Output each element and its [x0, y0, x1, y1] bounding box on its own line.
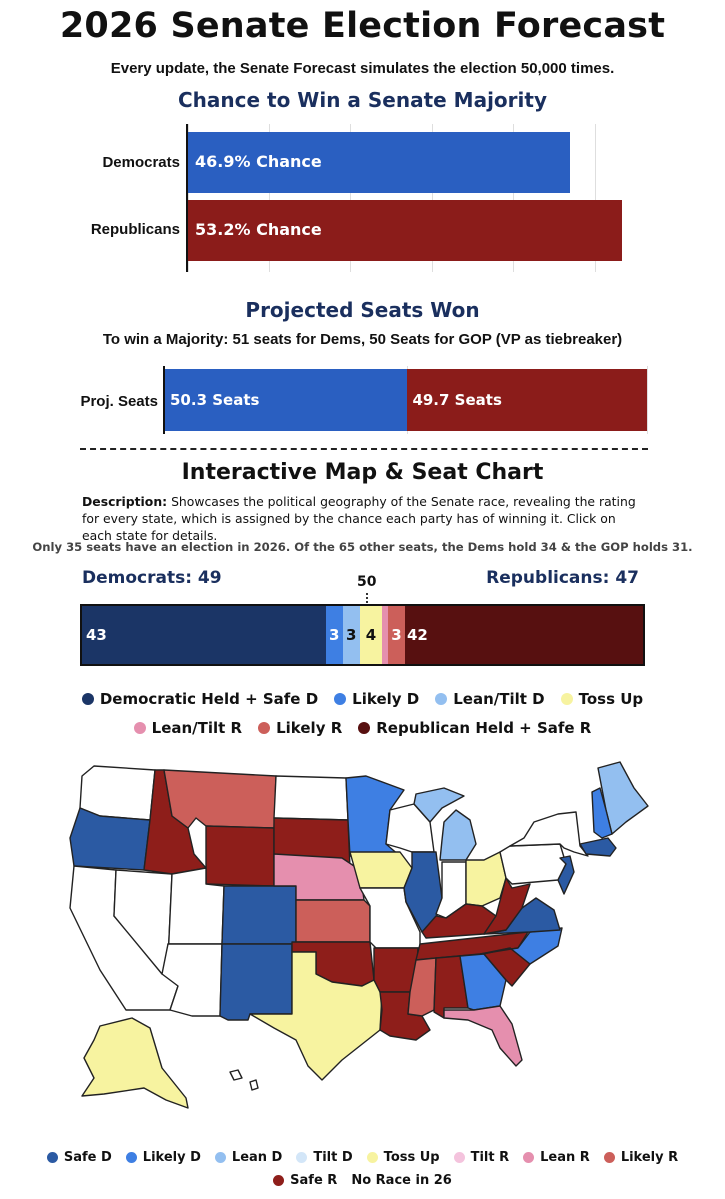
legend-swatch	[126, 1152, 137, 1163]
description	[82, 493, 647, 544]
legend-swatch	[334, 693, 346, 705]
legend-item-tilt-r	[454, 1150, 510, 1165]
legend-label: Toss Up	[578, 690, 644, 708]
seat-segment-label: 3	[328, 626, 340, 644]
legend-label: Safe D	[63, 1150, 112, 1165]
bar-label-proj-seats: Proj. Seats	[80, 393, 158, 410]
legend-label: Likely D	[142, 1150, 201, 1165]
seat-segment-likely-d[interactable]	[326, 606, 343, 664]
seat-segment-label: 42	[406, 626, 428, 644]
legend-label: Lean D	[231, 1150, 283, 1165]
seat-segment-lean-d[interactable]	[343, 606, 360, 664]
legend-item-lean-d	[435, 690, 544, 708]
state-kansas[interactable]	[296, 900, 370, 942]
legend-swatch	[215, 1152, 226, 1163]
majority-chance-heading: Chance to Win a Senate Majority	[178, 88, 547, 112]
majority-note: To win a Majority: 51 seats for Dems, 50 Seats for GOP (VP as tiebreaker)	[102, 331, 623, 348]
page-title: 2026 Senate Election Forecast	[59, 6, 666, 46]
bar-value-label: 49.7 Seats	[412, 391, 502, 409]
us-senate-map[interactable]	[60, 748, 660, 1138]
legend-item-toss-up	[367, 1150, 440, 1165]
bar-value-label: 50.3 Seats	[170, 391, 260, 409]
state-florida[interactable]	[444, 1006, 522, 1066]
seat-segment-likely-r[interactable]	[388, 606, 405, 664]
legend-label: Tilt R	[470, 1150, 510, 1165]
state-hawaii[interactable]	[230, 1070, 242, 1080]
legend-item-rep-held	[358, 719, 591, 737]
legend-item-dem-held	[82, 690, 318, 708]
legend-swatch	[561, 693, 573, 705]
seat-legend-row-1	[0, 690, 725, 708]
seat-segment-label: 3	[391, 626, 402, 644]
seat-note: Only 35 seats have an election in 2026. Of the 65 other seats, the Dems hold 34 & the GOP holds 31.	[32, 540, 693, 554]
legend-label: Lean R	[540, 1150, 590, 1165]
legend-item-likely-d	[334, 690, 419, 708]
legend-swatch	[258, 722, 270, 734]
legend-swatch	[358, 722, 370, 734]
majority-chance-chart	[80, 124, 660, 272]
legend-label: No Race in 26	[351, 1173, 452, 1188]
bar-label-republicans: Republicans	[90, 221, 180, 238]
legend-swatch	[523, 1152, 534, 1163]
legend-item-lean-r	[134, 719, 242, 737]
legend-label: Likely R	[276, 719, 343, 737]
seat-segment-rep-held[interactable]	[405, 606, 643, 664]
bar-rep-seats[interactable]	[407, 369, 647, 431]
legend-label: Toss Up	[383, 1150, 440, 1165]
state-ohio[interactable]	[466, 852, 506, 906]
dem-count-label: Democrats: 49	[82, 568, 222, 588]
legend-label: Tilt D	[313, 1150, 353, 1165]
state-north-dakota[interactable]	[274, 776, 348, 820]
legend-item-safe-r	[273, 1173, 337, 1188]
legend-item-likely-d	[126, 1150, 201, 1165]
interactive-heading: Interactive Map & Seat Chart	[181, 460, 544, 485]
seat-legend-row-2	[0, 719, 725, 737]
legend-swatch	[435, 693, 447, 705]
legend-item-lean-d	[215, 1150, 282, 1165]
state-pennsylvania[interactable]	[500, 844, 566, 884]
state-montana[interactable]	[164, 770, 276, 828]
state-colorado[interactable]	[222, 886, 296, 944]
bar-democrats[interactable]	[188, 132, 570, 193]
gridline	[647, 366, 648, 434]
state-michigan-lower[interactable]	[440, 810, 476, 860]
legend-item-likely-r	[258, 719, 342, 737]
legend-swatch	[47, 1152, 58, 1163]
seat-segment-label: 43	[86, 626, 107, 644]
legend-swatch	[604, 1152, 615, 1163]
map-legend-row-2	[0, 1173, 725, 1188]
legend-item-likely-r	[604, 1150, 678, 1165]
map-legend-row-1	[0, 1150, 725, 1165]
legend-label: Likely R	[620, 1150, 679, 1165]
legend-swatch	[273, 1175, 284, 1186]
legend-item-safe-d	[47, 1150, 112, 1165]
legend-label: Lean/Tilt D	[453, 690, 545, 708]
legend-swatch	[134, 722, 146, 734]
state-iowa[interactable]	[350, 852, 412, 888]
legend-item-tilt-d	[296, 1150, 352, 1165]
legend-label: Lean/Tilt R	[151, 719, 243, 737]
seat-segment-label: 4	[365, 626, 377, 644]
legend-label: Likely D	[352, 690, 420, 708]
legend-swatch	[454, 1152, 465, 1163]
bar-value-label: 53.2% Chance	[195, 220, 322, 239]
seat-segment-dem-held[interactable]	[82, 606, 326, 664]
legend-swatch	[367, 1152, 378, 1163]
description-label: Description:	[82, 494, 168, 509]
legend-label: Safe R	[290, 1173, 338, 1188]
rep-count-label: Republicans: 47	[486, 568, 639, 588]
state-new-mexico[interactable]	[220, 944, 292, 1020]
midpoint-label: 50	[357, 574, 377, 590]
legend-label: Democratic Held + Safe D	[99, 690, 319, 708]
projected-seats-chart	[72, 366, 652, 434]
legend-swatch	[82, 693, 94, 705]
legend-label: Republican Held + Safe R	[376, 719, 592, 737]
seat-segment-label: 3	[345, 626, 357, 644]
state-wyoming[interactable]	[206, 826, 274, 886]
projected-seats-heading: Projected Seats Won	[245, 298, 480, 322]
bar-republicans[interactable]	[188, 200, 622, 261]
page-subtitle: Every update, the Senate Forecast simulates the election 50,000 times.	[110, 60, 615, 77]
bar-label-democrats: Democrats	[102, 154, 180, 171]
state-arizona[interactable]	[162, 944, 222, 1016]
legend-swatch	[296, 1152, 307, 1163]
state-massachusetts[interactable]	[580, 838, 616, 856]
state-hawaii-2[interactable]	[250, 1080, 258, 1090]
bar-dem-seats[interactable]	[165, 369, 407, 431]
bar-value-label: 46.9% Chance	[195, 152, 322, 171]
legend-item-lean-r	[523, 1150, 590, 1165]
legend-item-toss-up	[561, 690, 644, 708]
legend-item-no-race	[351, 1173, 452, 1188]
description-text: Showcases the political geography of the Senate race, revealing the rating for every state, which is assigned by the chance each party has of winning it. Click on each state for details.	[82, 494, 636, 543]
seat-segment-toss-up[interactable]	[360, 606, 383, 664]
section-divider	[80, 448, 648, 450]
midpoint-marker	[366, 593, 368, 603]
state-alaska[interactable]	[82, 1018, 188, 1108]
seat-chart-bar	[80, 604, 645, 666]
